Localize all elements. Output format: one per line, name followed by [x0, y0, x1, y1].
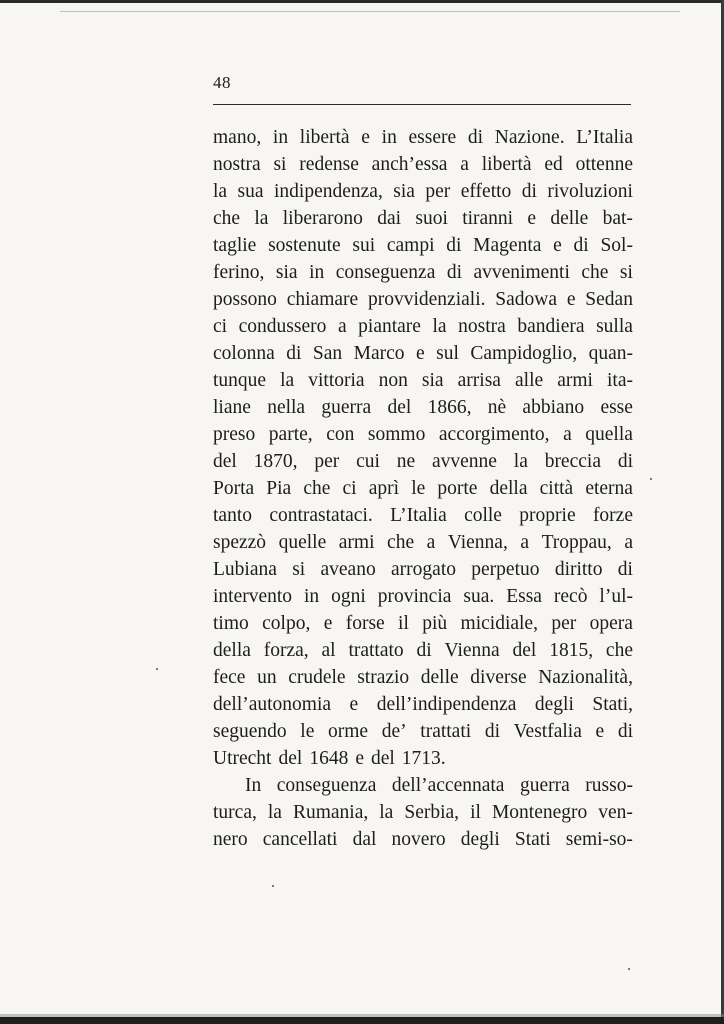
- text-line: taglie sostenute sui campi di Magenta e di Sol-: [213, 235, 633, 256]
- text-line: spezzò quelle armi che a Vienna, a Troppau, a: [213, 532, 633, 553]
- text-line: dell’autonomia e dell’indipendenza degli Stati,: [213, 694, 633, 715]
- text-line: della forza, al trattato di Vienna del 1815, che: [213, 640, 633, 661]
- text-line: del 1870, per cui ne avvenne la breccia di: [213, 451, 633, 472]
- scan-speck: [628, 968, 630, 970]
- text-line: nero cancellati dal novero degli Stati semi-so-: [213, 829, 633, 850]
- text-line: tanto contrastataci. L’Italia colle proprie forze: [213, 505, 633, 526]
- text-line: intervento in ogni provincia sua. Essa recò l’ul-: [213, 586, 633, 607]
- text-line: colonna di San Marco e sul Campidoglio, quan-: [213, 343, 633, 364]
- page-number: 48: [213, 73, 231, 92]
- text-line: mano, in libertà e in essere di Nazione. L’Italia: [213, 127, 633, 148]
- text-line: Utrecht del 1648 e del 1713.: [213, 748, 446, 769]
- text-line: turca, la Rumania, la Serbia, il Montenegro ven-: [213, 802, 633, 823]
- text-line: tunque la vittoria non sia arrisa alle armi ita-: [213, 370, 633, 391]
- text-line: Porta Pia che ci aprì le porte della città eterna: [213, 478, 633, 499]
- text-line: timo colpo, e forse il più micidiale, per opera: [213, 613, 633, 634]
- text-line: nostra si redense anch’essa a libertà ed ottenne: [213, 154, 633, 175]
- text-line: liane nella guerra del 1866, nè abbiano esse: [213, 397, 633, 418]
- text-line: preso parte, con sommo accorgimento, a quella: [213, 424, 633, 445]
- scan-top-edge: [0, 0, 724, 3]
- text-line: ferino, sia in conseguenza di avvenimenti che si: [213, 262, 633, 283]
- text-line: In conseguenza dell’accennata guerra russo-: [245, 775, 633, 796]
- scan-bottom-edge: [0, 1017, 724, 1024]
- text-line: fece un crudele strazio delle diverse Nazionalità,: [213, 667, 633, 688]
- text-line: ci condussero a piantare la nostra bandiera sulla: [213, 316, 633, 337]
- scan-speck: [650, 478, 652, 480]
- text-line: la sua indipendenza, sia per effetto di rivoluzioni: [213, 181, 633, 202]
- text-line: che la liberarono dai suoi tiranni e delle bat-: [213, 208, 633, 229]
- scan-top-shadow: [60, 11, 680, 12]
- text-line: Lubiana si aveano arrogato perpetuo diritto di: [213, 559, 633, 580]
- scan-speck: [272, 885, 274, 887]
- scan-speck: [156, 668, 158, 670]
- text-line: seguendo le orme de’ trattati di Vestfalia e di: [213, 721, 633, 742]
- body-text: [213, 124, 633, 853]
- header-rule: [213, 104, 631, 105]
- text-line: possono chiamare provvidenziali. Sadowa e Sedan: [213, 289, 633, 310]
